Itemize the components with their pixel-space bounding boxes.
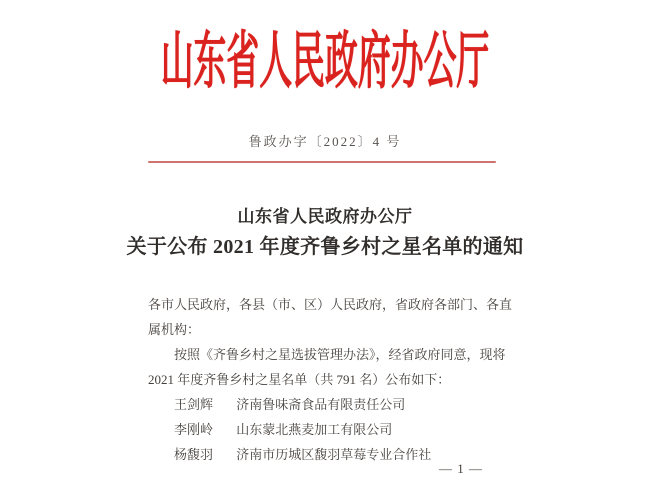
document-number: 鲁政办字〔2022〕4 号 xyxy=(248,134,402,149)
intro-line-2: 2021 年度齐鲁乡村之星名单（共 791 名）公布如下： xyxy=(148,372,451,387)
document-title-line1: 山东省人民政府办公厅 xyxy=(237,207,413,226)
intro-line-1: 按照《齐鲁乡村之星选拔管理办法》，经省政府同意，现将 xyxy=(174,347,506,362)
red-divider-line xyxy=(148,161,496,163)
document-body xyxy=(148,292,514,467)
entry-person-name: 杨馥羽 xyxy=(174,447,214,462)
entry-organization: 济南鲁味斋食品有限责任公司 xyxy=(236,397,406,412)
entry-organization: 济南市历城区馥羽草莓专业合作社 xyxy=(236,447,432,462)
salutation-line-1: 各市人民政府，各县（市、区）人民政府，省政府各部门、各直 xyxy=(148,297,513,312)
star-list-entry xyxy=(148,392,514,417)
document-title xyxy=(0,207,650,259)
page-number: — 1 — xyxy=(439,461,483,476)
entry-person-name: 王剑辉 xyxy=(174,397,214,412)
entry-organization: 山东蒙北燕麦加工有限公司 xyxy=(236,422,393,437)
letterhead-org-name: 山东省人民政府办公厅 xyxy=(160,28,490,96)
star-list-entry xyxy=(148,417,514,442)
entry-person-name: 李刚岭 xyxy=(174,422,214,437)
salutation-line-2: 属机构： xyxy=(148,322,201,337)
document-title-line2: 关于公布 2021 年度齐鲁乡村之星名单的通知 xyxy=(126,236,524,258)
